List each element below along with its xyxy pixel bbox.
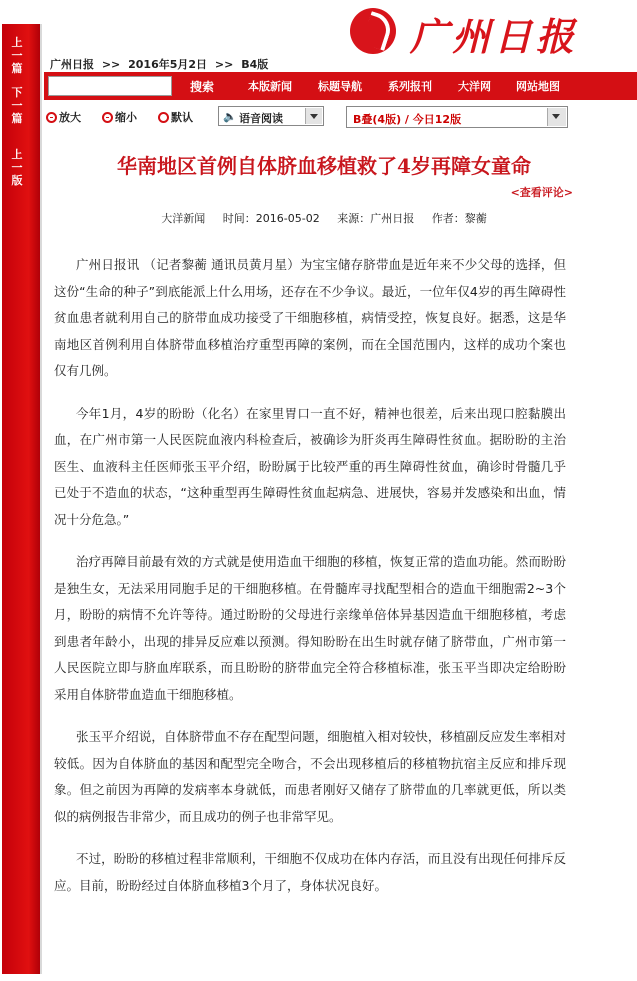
left-nav-bar (0, 0, 44, 981)
newspaper-logo (350, 4, 637, 58)
article-paragraph: 不过，盼盼的移植过程非常顺利，干细胞不仅成功在体内存活，而且没有出现任何排斥反应。目前，盼盼经过自体脐血移植3个月了，身体状况良好。 (54, 851, 566, 893)
zoom-in-icon (46, 112, 57, 123)
prev-article-link[interactable] (2, 36, 32, 75)
edition-select[interactable] (346, 106, 568, 128)
article-source: 大洋新闻 (161, 212, 206, 225)
menu-series-publications[interactable]: 系列报刊 (388, 80, 432, 93)
reading-tools (44, 104, 637, 130)
breadcrumb-separator: >> (101, 58, 121, 71)
voice-read-select[interactable] (218, 106, 324, 126)
zoom-in-button[interactable] (46, 109, 81, 125)
author-label: 作者： (431, 212, 465, 225)
article-meta (44, 210, 604, 226)
article-time (223, 212, 320, 225)
time-label: 时间： (222, 212, 256, 225)
default-size-icon (158, 112, 169, 123)
article-body (54, 252, 566, 915)
prev-article-char: 篇 (11, 62, 23, 75)
logo-name: 广州日报 (410, 14, 579, 59)
edition-select-value: B叠(4版) / 今日12版 (353, 113, 462, 126)
speaker-icon: 🔈 (223, 110, 237, 123)
zoom-in-label: 放大 (59, 111, 81, 124)
zoom-out-label: 缩小 (115, 111, 137, 124)
search-button[interactable]: 搜索 (182, 76, 222, 96)
article-paragraph: 广州日报讯 （记者黎蘅 通讯员黄月星）为宝宝储存脐带血是近年来不少父母的选择，但这份“生命的种子”到底能派上什么用场，还存在不少争议。最近，一位年仅4岁的再生障碍性贫血患者就利用自己的脐带血成功接受了干细胞移植，病情受控，恢复良好。据悉，这是华南地区首例利用自体脐带血移植治疗重型再障的案例，而在全国范围内，这样的成功个案也仅有几例。 (54, 257, 566, 378)
article-from (337, 212, 414, 225)
prev-article-char: 上 (11, 36, 23, 49)
menu-site-map[interactable]: 网站地图 (516, 80, 560, 93)
search-input[interactable] (48, 76, 172, 96)
default-size-label: 默认 (171, 111, 193, 124)
zoom-out-button[interactable] (102, 109, 137, 125)
from-label: 来源： (337, 212, 371, 225)
menu-current-edition-news[interactable]: 本版新闻 (248, 80, 292, 93)
prev-article-char: 一 (11, 49, 23, 62)
article-author (432, 212, 487, 225)
article-paragraph: 张玉平介绍说，自体脐带血不存在配型问题，细胞植入相对较快，移植副反应发生率相对较低。因为自体脐血的基因和配型完全吻合，不会出现移植后的移植物抗宿主反应和排斥现象。但之前因为再障的发病率本身就低，而患者刚好又储存了脐带血的几率就更低，所以类似的病例报告非常少，而且成功的例子也非常罕见。 (54, 729, 566, 824)
prev-edition-char: 版 (11, 174, 23, 187)
voice-read-label: 语音阅读 (239, 112, 283, 125)
breadcrumb-date-link[interactable]: 2016年5月2日 (128, 58, 208, 71)
next-article-char: 下 (11, 86, 23, 99)
breadcrumb-separator: >> (214, 58, 234, 71)
default-size-button[interactable] (158, 109, 193, 125)
time-value: 2016-05-02 (255, 212, 320, 225)
prev-edition-link[interactable] (2, 148, 32, 187)
top-toolbar (44, 72, 637, 100)
from-value: 广州日报 (370, 212, 415, 225)
next-article-link[interactable] (2, 86, 32, 125)
prev-edition-char: 上 (11, 148, 23, 161)
breadcrumb-paper-link[interactable]: 广州日报 (50, 58, 94, 71)
chevron-down-icon[interactable] (305, 108, 322, 124)
article-paragraph: 治疗再障目前最有效的方式就是使用造血干细胞的移植，恢复正常的造血功能。然而盼盼是独生女，无法采用同胞手足的干细胞移植。在骨髓库寻找配型相合的造血干细胞需2~3个月，盼盼的病情不允许等待。通过盼盼的父母进行亲缘单倍体异基因造血干细胞移植，考虑到患者年龄小，出现的排异反应难以预测。得知盼盼在出生时就存储了脐带血，广州市第一人民医院立即与脐血库联系，而且盼盼的脐带血完全符合移植标准，张玉平当即决定给盼盼采用自体脐带血造血干细胞移植。 (54, 554, 566, 702)
logo-mark-icon (350, 8, 396, 54)
article-title: 华南地区首例自体脐血移植救了4岁再障女童命 (117, 154, 531, 178)
menu-dayoo-net[interactable]: 大洋网 (458, 80, 491, 93)
next-article-char: 一 (11, 99, 23, 112)
view-comments-link[interactable]: <查看评论> (510, 186, 573, 199)
breadcrumb-edition-link[interactable]: B4版 (241, 58, 269, 71)
chevron-down-icon[interactable] (547, 108, 566, 126)
next-article-char: 篇 (11, 112, 23, 125)
prev-edition-char: 一 (11, 161, 23, 174)
author-value: 黎蘅 (464, 212, 487, 225)
article-paragraph: 今年1月，4岁的盼盼（化名）在家里胃口一直不好，精神也很差，后来出现口腔黏膜出血，在广州市第一人民医院血液内科检查后，被确诊为肝炎再生障碍性贫血。据盼盼的主治医生、血液科主任医师张玉平介绍，盼盼属于比较严重的再生障碍性贫血，确诊时骨髓几乎已处于不造血的状态，“这种重型再生障碍性贫血起病急、进展快，容易并发感染和出血，情况十分危急。” (54, 405, 566, 527)
menu-title-navigation[interactable]: 标题导航 (318, 80, 362, 93)
zoom-out-icon (102, 112, 113, 123)
breadcrumb (50, 56, 268, 72)
